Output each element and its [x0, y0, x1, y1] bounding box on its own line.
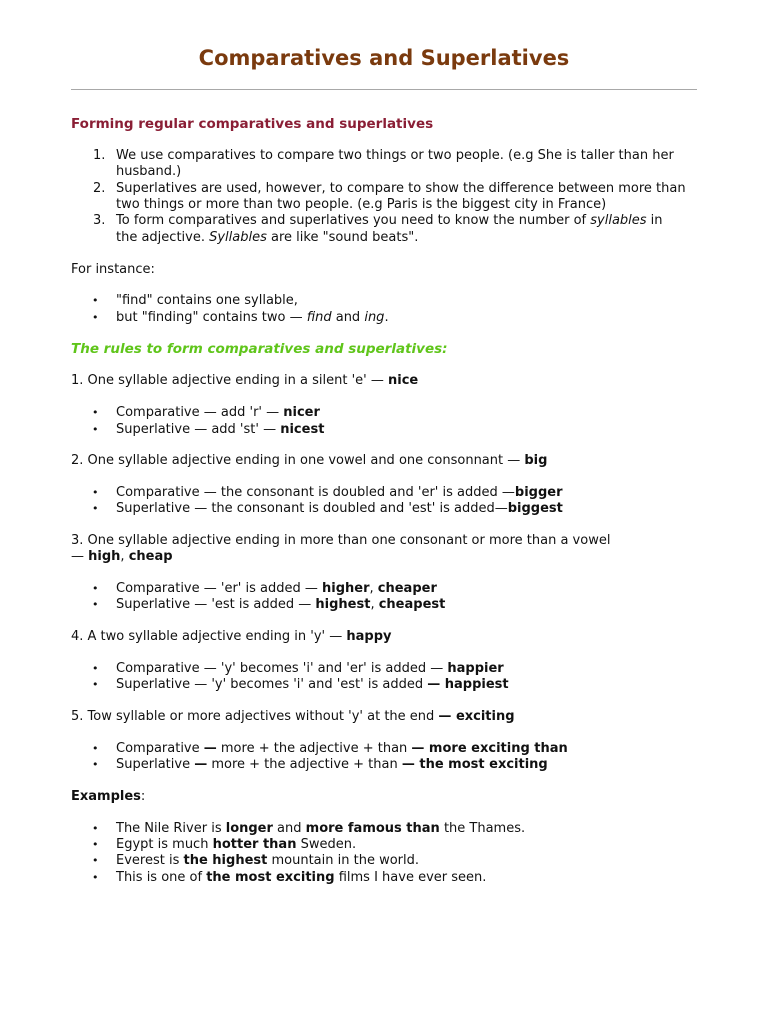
section-heading-rules: The rules to form comparatives and superlatives: [71, 341, 448, 357]
bullet-item: Comparative — 'er' is added — higher, cheaper [116, 581, 437, 596]
section-heading-forming: Forming regular comparatives and superlatives [71, 116, 434, 132]
title-divider [71, 89, 697, 90]
bullet-icon: • [92, 758, 99, 771]
bullet-item: Comparative — the consonant is doubled and 'er' is added —bigger [116, 485, 563, 500]
bullet-icon: • [92, 311, 99, 324]
bullet-icon: • [92, 502, 99, 515]
bullet-icon: • [92, 486, 99, 499]
rule-lead: 5. Tow syllable or more adjectives without 'y' at the end — exciting [71, 709, 515, 724]
list-number: 1. [93, 148, 106, 163]
bullet-item: "find" contains one syllable, [116, 293, 298, 308]
bullet-icon: • [92, 678, 99, 691]
page-title: Comparatives and Superlatives [198, 46, 570, 70]
rule-lead: 1. One syllable adjective ending in a silent 'e' — nice [71, 373, 419, 388]
bullet-icon: • [92, 854, 99, 867]
rule-lead: 4. A two syllable adjective ending in 'y' — happy [71, 629, 392, 644]
for-instance-text: For instance: [71, 262, 155, 277]
bullet-item: Superlative — 'y' becomes 'i' and 'est' is added — happiest [116, 677, 509, 692]
bullet-item: Comparative — add 'r' — nicer [116, 405, 320, 420]
bullet-icon: • [92, 582, 99, 595]
list-number: 3. [93, 213, 106, 228]
example-item: This is one of the most exciting films I have ever seen. [116, 870, 487, 885]
rule-lead: 2. One syllable adjective ending in one vowel and one consonnant — big [71, 453, 548, 468]
list-item-text: To form comparatives and superlatives you need to know the number of syllables in [116, 213, 663, 228]
bullet-icon: • [92, 838, 99, 851]
bullet-item: Superlative — 'est is added — highest, cheapest [116, 597, 446, 612]
example-item: Everest is the highest mountain in the world. [116, 853, 419, 868]
bullet-item: Comparative — more + the adjective + than — more exciting than [116, 741, 568, 756]
bullet-item: Superlative — the consonant is doubled and 'est' is added—biggest [116, 501, 563, 516]
example-item: The Nile River is longer and more famous than the Thames. [116, 821, 526, 836]
bullet-icon: • [92, 742, 99, 755]
rule-lead-continued: — high, cheap [71, 549, 173, 564]
list-item-text: two things or more than two people. (e.g Paris is the biggest city in France) [116, 197, 607, 212]
bullet-icon: • [92, 423, 99, 436]
example-item: Egypt is much hotter than Sweden. [116, 837, 357, 852]
bullet-icon: • [92, 598, 99, 611]
rule-lead: 3. One syllable adjective ending in more than one consonant or more than a vowel [71, 533, 611, 548]
list-number: 2. [93, 181, 106, 196]
bullet-icon: • [92, 662, 99, 675]
bullet-item: Superlative — more + the adjective + than — the most exciting [116, 757, 548, 772]
list-item-text: We use comparatives to compare two things or two people. (e.g She is taller than her [116, 148, 674, 163]
bullet-item: but "finding" contains two — find and ing. [116, 310, 389, 325]
bullet-item: Superlative — add 'st' — nicest [116, 422, 325, 437]
list-item-text: the adjective. Syllables are like "sound beats". [116, 230, 419, 245]
bullet-icon: • [92, 406, 99, 419]
bullet-icon: • [92, 871, 99, 884]
bullet-icon: • [92, 294, 99, 307]
list-item-text: husband.) [116, 164, 182, 179]
bullet-icon: • [92, 822, 99, 835]
list-item-text: Superlatives are used, however, to compare to show the difference between more than [116, 181, 686, 196]
bullet-item: Comparative — 'y' becomes 'i' and 'er' is added — happier [116, 661, 504, 676]
examples-label: Examples: [71, 789, 146, 804]
